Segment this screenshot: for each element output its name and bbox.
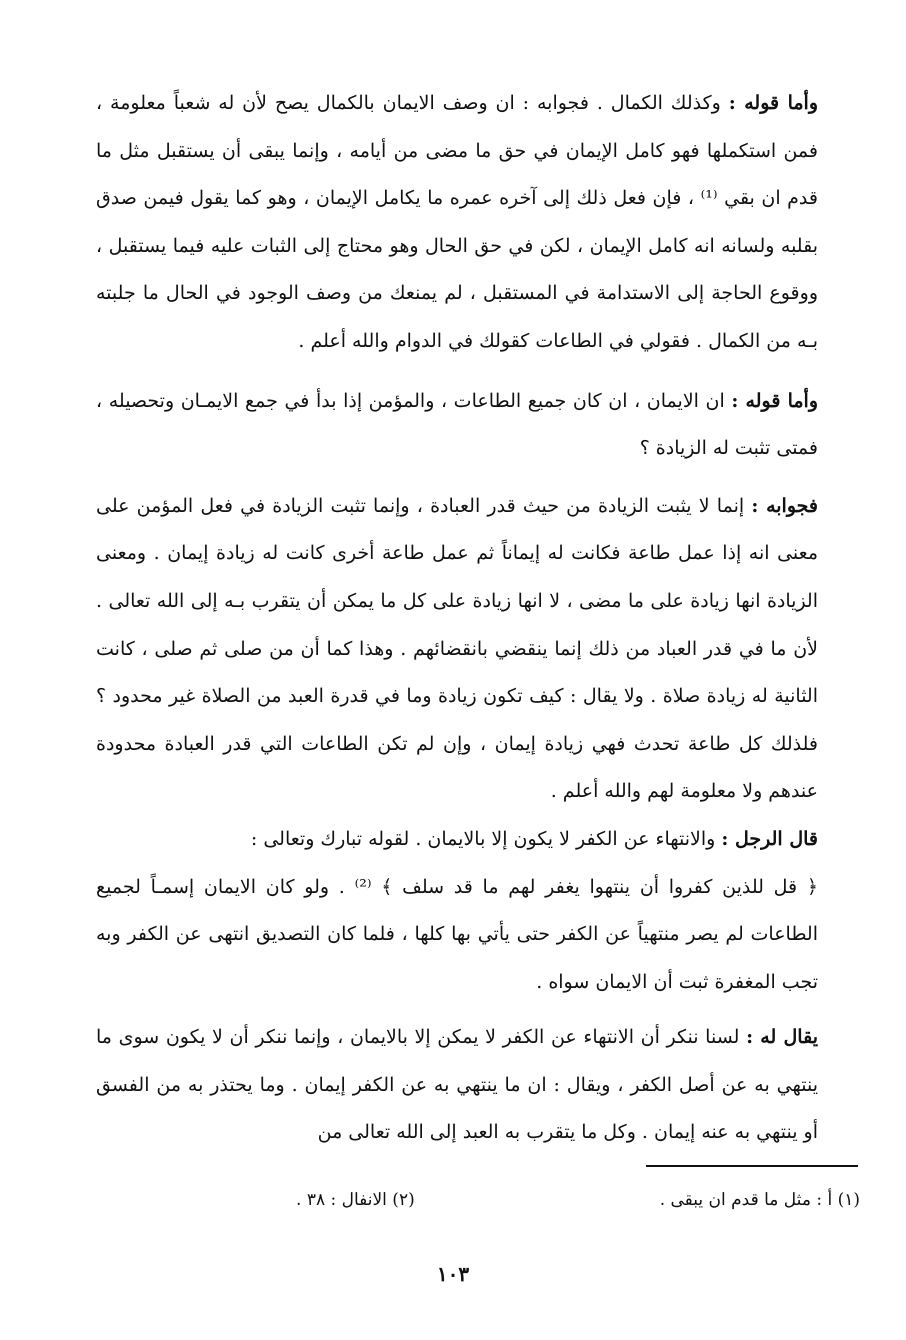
paragraph-4 — [96, 816, 818, 864]
paragraph-lead: وأما قوله : — [728, 92, 818, 114]
paragraph-lead: قال الرجل : — [721, 827, 818, 850]
paragraph-2 — [96, 378, 818, 473]
footnote-separator — [646, 1165, 858, 1167]
paragraph-body: ان الايمان ، ان كان جميع الطاعات ، والمؤمن إذا بدأ في جمع الايمـان وتحصيله ، فمتى تثبت له الزيادة ؟ — [96, 389, 818, 460]
main-text — [96, 80, 818, 1157]
paragraph-body: إنما لا يثبت الزيادة من حيث قدر العبادة ، وإنما تثبت الزيادة في فعل المؤمن على معنى انه إذا عمل طاعة فكانت له إيماناً ثم عمل طاعة أخرى كانت له زيادة إيمان . ومعنى الزيادة انها زيادة على ما مضى ، لا انها زيادة على كل ما يمكن أن يتقرب بـه إلى الله تعالى . لأن ما في قدر العباد من ذلك إنما ينقضي بانقضائهم . وهذا كما أن من صلى ثم صلى ، كانت الثانية له زيادة صلاة . ولا يقال : كيف تكون زيادة وما في قدرة العبد من الصلاة غير محدود ؟ فلذلك كل طاعة تحدث فهي زيادة إيمان ، وإن لم تكن الطاعات التي قدر العبادة محدودة عندهم ولا معلومة لهم والله أعلم . — [96, 494, 818, 803]
paragraph-1 — [96, 80, 818, 366]
paragraph-body: لسنا ننكر أن الانتهاء عن الكفر لا يمكن إلا بالايمان ، وإنما ننكر أن لا يكون سوى ما ينتهي به عن أصل الكفر ، ويقال : ان ما ينتهي به عن الكفر إيمان . وما يحتذر به من الفسق أو ينتهي به عنه إيمان . وكل ما يتقرب به العبد إلى الله تعالى من — [96, 1026, 818, 1144]
paragraph-lead: فجوابه : — [751, 494, 818, 517]
footnote-2: (٢) الانفال : ٣٨ . — [296, 1190, 415, 1210]
page-number: ١٠٣ — [436, 1262, 470, 1286]
paragraph-body: وكذلك الكمال . فجوابه : ان وصف الايمان بالكمال يصح لأن له شعباً معلومة ، فمن استكملها فهو كامل الإيمان في حق ما مضى من أيامه ، وإنما يبقى أن يستقبل مثل ما قدم ان بقي ⁽¹⁾ ، فإن فعل ذلك إلى آخره عمره ما يكامل الإيمان ، وهو كما يقول فيمن صدق بقلبه ولسانه انه كامل الإيمان ، لكن في حق الحال وهو محتاج إلى الثبات عليه فيما يستقبل ، ووقوع الحاجة إلى الاستدامة في المستقبل ، لم يمنعك من وصف الوجود في الحال ما جلبته بـه من الكمال . فقولي في الطاعات كقولك في الدوام والله أعلم . — [96, 92, 818, 352]
paragraph-3 — [96, 483, 818, 816]
paragraph-5-quran-verse — [96, 864, 818, 1007]
footnote-1: (١) أ : مثل ما قدم ان يبقى . — [659, 1190, 860, 1210]
paragraph-body: ﴿ قل للذين كفروا أن ينتهوا يغفر لهم ما قد سلف ﴾ ⁽²⁾ . ولو كان الايمان إسمـاً لجميع الطاعات لم يصر منتهياً عن الكفر حتى يأتي بها كلها ، فلما كان التصديق انتهى عن الكفر وبه تجب المغفرة ثبت أن الايمان سواه . — [96, 875, 818, 993]
paragraph-lead: وأما قوله : — [731, 389, 818, 412]
paragraph-6 — [96, 1014, 818, 1157]
paragraph-body: والانتهاء عن الكفر لا يكون إلا بالايمان . لقوله تبارك وتعالى : — [250, 827, 722, 850]
paragraph-lead: يقال له : — [746, 1026, 818, 1049]
